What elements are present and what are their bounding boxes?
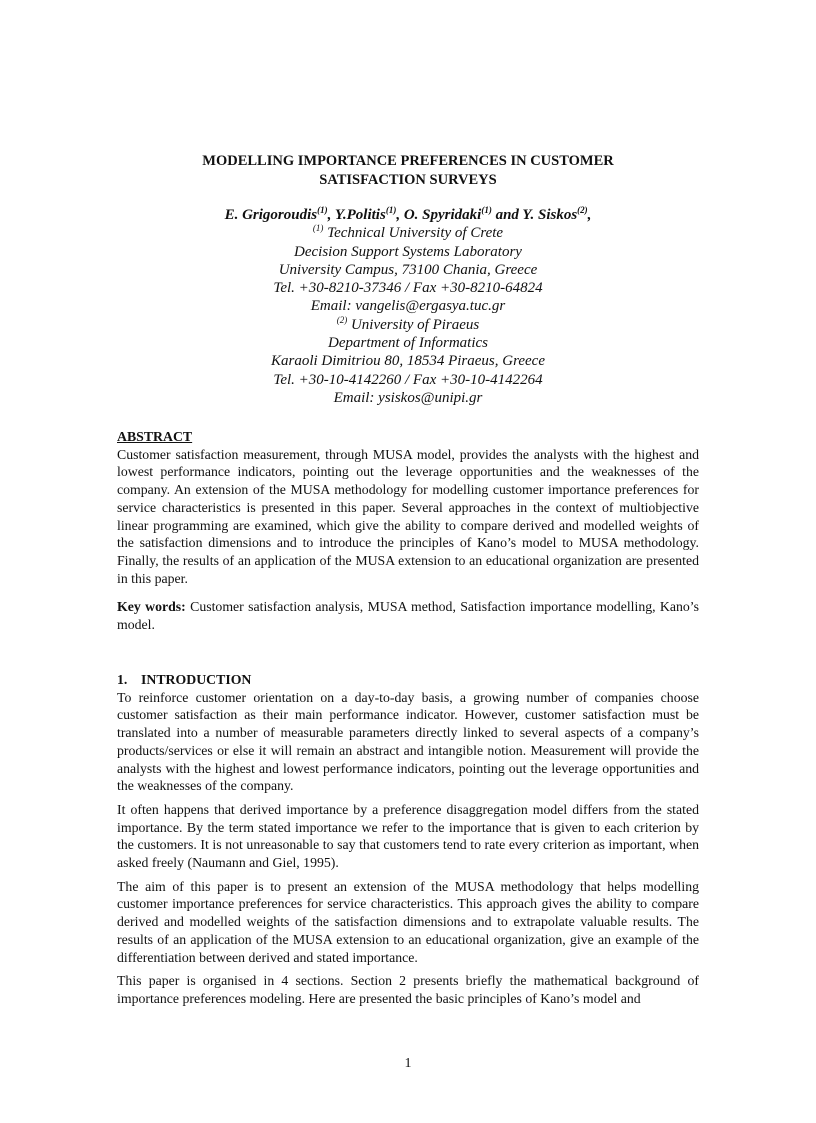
affiliation-1-sup: (1)	[312, 223, 324, 234]
author-2-sup: (1)	[385, 205, 397, 215]
abstract-text: Customer satisfaction measurement, through MUSA model, provides the analysts with the highest and lowest performance indicators, pointing out the leverage opportunities and the weaknesses of the company. An extension of the MUSA methodology for modelling customer importance preferences for service characteristics is presented in this paper. Several approaches in the context of multiobjective linear programming are examined, which give the ability to compare derived and modelled weights of the satisfaction dimensions and to introduce the principles of Kano’s model to MUSA methodology. Finally, the results of an application of the MUSA extension to an educational organization are presented in this paper.	[117, 446, 699, 586]
section-number: 1.	[117, 672, 128, 687]
affiliation-2-name	[117, 316, 699, 334]
abstract-section	[117, 428, 699, 587]
author-1: E. Grigoroudis	[224, 207, 318, 223]
keywords-label: Key words:	[117, 599, 186, 614]
title-line-2: SATISFACTION SURVEYS	[319, 172, 497, 188]
affiliation-1-name	[117, 224, 699, 242]
author-2: Y.Politis	[334, 207, 386, 223]
paper-title	[117, 152, 699, 190]
affiliation-2-text: University of Piraeus	[350, 316, 480, 333]
author-block	[117, 206, 699, 407]
author-3-sup: (1)	[481, 205, 492, 215]
section-title: INTRODUCTION	[141, 672, 252, 687]
abstract-heading: ABSTRACT	[117, 429, 193, 444]
affiliation-2-sup: (2)	[336, 314, 348, 325]
title-line-1: MODELLING IMPORTANCE PREFERENCES IN CUSTOMER	[202, 153, 614, 169]
affiliation-1-lab: Decision Support Systems Laboratory	[294, 243, 522, 260]
affiliation-1-email: Email: vangelis@ergasya.tuc.gr	[310, 298, 506, 315]
affiliation-1-phone: Tel. +30-8210-37346 / Fax +30-8210-64824	[273, 280, 543, 297]
intro-paragraph-4: This paper is organised in 4 sections. Section 2 presents briefly the mathematical background of importance preferences modeling. Here are presented the basic principles of Kano’s model and	[117, 973, 699, 1006]
keywords-text: Customer satisfaction analysis, MUSA method, Satisfaction importance modelling, Kano’s model.	[117, 599, 700, 632]
affiliation-2-dept: Department of Informatics	[328, 335, 488, 352]
intro-paragraph-1: To reinforce customer orientation on a day-to-day basis, a growing number of companies choose customer satisfaction as their main performance indicator. However, customer satisfaction must be translated into a number of measurable parameters directly linked to several aspects of a company’s products/services or else it will remain an abstract and intangible notion. Measurement will provide the analysts with the highest and lowest performance indicators, pointing out the leverage opportunities and the weaknesses of the company.	[117, 689, 699, 794]
affiliation-1-address: University Campus, 73100 Chania, Greece	[278, 261, 538, 278]
author-3: O. Spyridaki	[403, 207, 482, 223]
author-4: Y. Siskos	[522, 207, 578, 223]
author-4-sup: (2)	[577, 205, 588, 215]
author-list: E. Grigoroudis$^{(1)}$, Y.Politis$^{(1)}$, O. Spyridaki$^{(1)}$ and Y. Siskos$^{(2)}$,	[224, 205, 592, 223]
introduction-section	[117, 671, 699, 1014]
intro-paragraph-2: It often happens that derived importance by a preference disaggregation model differs from the stated importance. By the term stated importance we refer to the importance that is given to each criterion by the customers. It is not unreasonable to say that customers tend to rate every criterion as important, when asked freely (Naumann and Giel, 1995).	[117, 801, 699, 871]
page-number: 1	[404, 1056, 412, 1071]
affiliation-2-email: Email: ysiskos@unipi.gr	[333, 389, 483, 406]
introduction-heading	[117, 671, 699, 689]
author-1-sup: (1)	[317, 205, 328, 215]
intro-paragraph-3: The aim of this paper is to present an extension of the MUSA methodology that helps modelling customer importance preferences for service characteristics. This approach gives the ability to compare derived and modelled weights of the satisfaction dimensions and to extrapolate valuable results. The results of an application of the MUSA extension to an educational organization, give an example of the differentiation between derived and stated importance.	[117, 878, 699, 965]
author-and: and	[495, 207, 519, 223]
affiliation-2-address: Karaoli Dimitriou 80, 18534 Piraeus, Greece	[270, 353, 545, 370]
keywords-section	[117, 598, 699, 633]
affiliation-2-phone: Tel. +30-10-4142260 / Fax +30-10-4142264	[273, 371, 543, 388]
affiliation-1-text: Technical University of Crete	[327, 225, 504, 242]
